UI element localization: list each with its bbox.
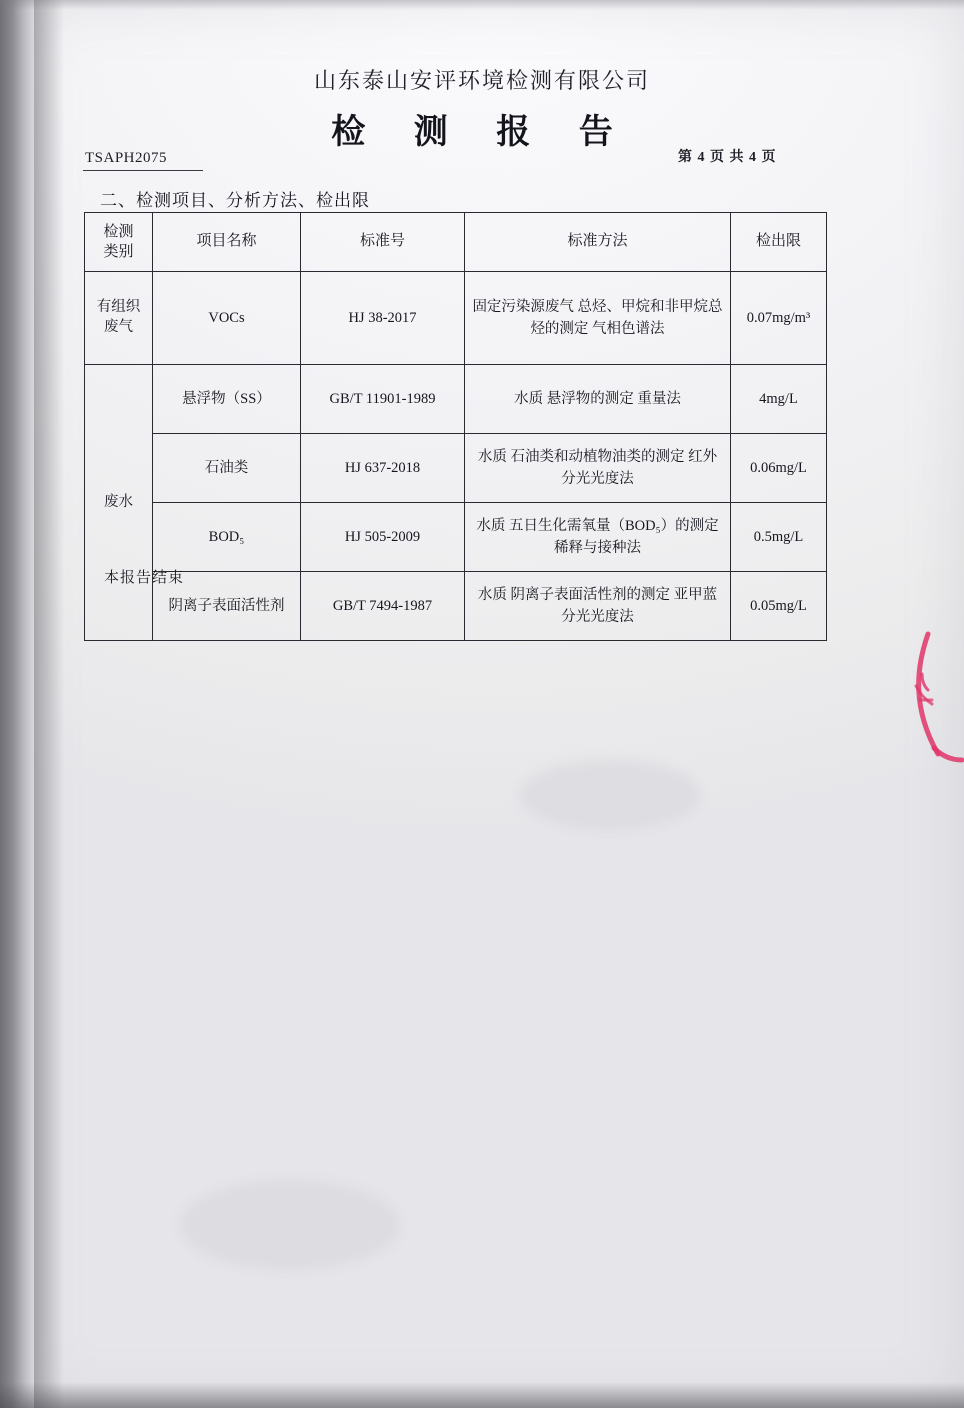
item-name: 阴离子表面活性剂 xyxy=(153,572,301,641)
table-row xyxy=(85,434,827,503)
top-shadow xyxy=(0,0,964,10)
detection-limit: 4mg/L xyxy=(731,365,827,434)
detection-table xyxy=(84,212,827,641)
category-cell-waste-gas xyxy=(85,272,153,365)
binding-shadow xyxy=(34,0,64,1408)
header-standard-method: 标准方法 xyxy=(465,213,731,272)
table-row xyxy=(85,365,827,434)
standard-method: 水质 五日生化需氧量（BOD₅）的测定 稀释与接种法 xyxy=(465,503,731,572)
item-name: 石油类 xyxy=(153,434,301,503)
header-category-line2: 类别 xyxy=(103,244,134,260)
table-header-row xyxy=(85,213,827,272)
category-line1: 有组织 xyxy=(96,299,141,316)
paper-blotch xyxy=(180,1180,400,1270)
header-category xyxy=(85,213,153,272)
standard-no: GB/T 7494-1987 xyxy=(301,572,465,641)
standard-no: GB/T 11901-1989 xyxy=(301,365,465,434)
category-line2: 废气 xyxy=(104,319,133,335)
standard-no: HJ 38-2017 xyxy=(301,272,465,365)
standard-method: 水质 悬浮物的测定 重量法 xyxy=(465,365,731,434)
report-number: TSAPH2075 xyxy=(85,150,168,166)
page-number: 第 4 页 共 4 页 xyxy=(678,150,777,165)
paper-blotch xyxy=(520,760,700,830)
end-of-report-note: 本报告结束 xyxy=(104,570,185,586)
company-name: 山东泰山安评环境检测有限公司 xyxy=(313,68,650,93)
standard-method: 水质 石油类和动植物油类的测定 红外分光光度法 xyxy=(465,434,731,503)
detection-limit: 0.07mg/m³ xyxy=(731,272,827,365)
report-number-underline xyxy=(83,170,203,171)
bottom-shadow xyxy=(0,1382,964,1408)
header-category-line1: 检测 xyxy=(103,223,134,240)
page-title: 检 测 报 告 xyxy=(331,114,633,151)
detection-limit: 0.06mg/L xyxy=(731,434,827,503)
header-detection-limit: 检出限 xyxy=(731,213,827,272)
detection-table-wrapper xyxy=(84,212,826,641)
detection-limit: 0.5mg/L xyxy=(731,503,827,572)
section-heading: 二、检测项目、分析方法、检出限 xyxy=(100,191,370,210)
standard-method: 固定污染源废气 总烃、甲烷和非甲烷总烃的测定 气相色谱法 xyxy=(465,272,731,365)
standard-no: HJ 505-2009 xyxy=(301,503,465,572)
table-row xyxy=(85,272,827,365)
category-cell-wastewater: 废水 xyxy=(85,365,153,641)
header-item-name: 项目名称 xyxy=(153,213,301,272)
item-name: 悬浮物（SS） xyxy=(153,365,301,434)
table-row xyxy=(85,572,827,641)
header-standard-no: 标准号 xyxy=(301,213,465,272)
standard-method: 水质 阴离子表面活性剂的测定 亚甲蓝分光光度法 xyxy=(465,572,731,641)
table-row xyxy=(85,503,827,572)
standard-no: HJ 637-2018 xyxy=(301,434,465,503)
binding-edge xyxy=(0,0,34,1408)
item-name: VOCs xyxy=(153,272,301,365)
item-name: BOD₅ xyxy=(153,503,301,572)
detection-limit: 0.05mg/L xyxy=(731,572,827,641)
